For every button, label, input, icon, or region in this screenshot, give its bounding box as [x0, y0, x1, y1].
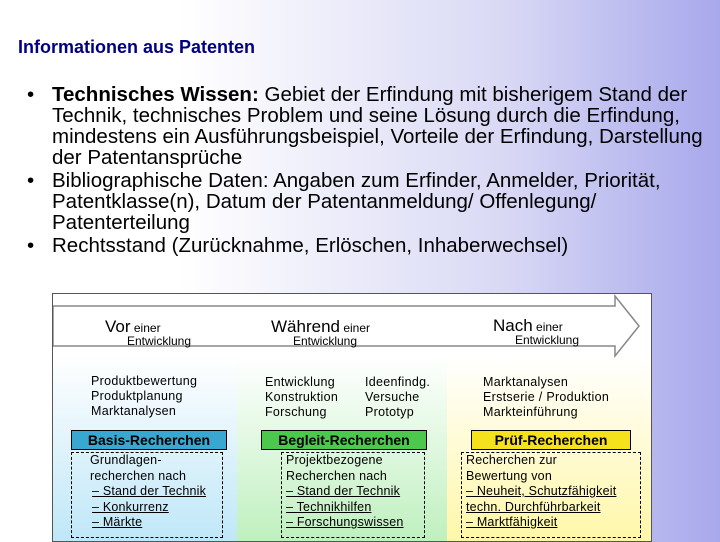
detail-heading: recherchen nach: [90, 468, 187, 483]
phase-after-big: Nach: [493, 316, 533, 335]
begleit-recherchen-label: Begleit-Recherchen: [261, 430, 427, 450]
phase-after-sub: Entwicklung: [515, 333, 580, 347]
phase-after: [493, 316, 580, 347]
phase-before-sub: Entwicklung: [127, 334, 192, 348]
research-phases-diagram: [52, 293, 652, 542]
activity-item: Entwicklung: [265, 375, 335, 389]
detail-item: – Märkte: [92, 515, 143, 529]
phase-during-sub: Entwicklung: [293, 334, 358, 348]
detail-item: – Technikhilfen: [286, 499, 372, 514]
activity-item: Marktanalysen: [91, 404, 177, 418]
activity-item: Produktplanung: [91, 389, 183, 403]
activities-basis: [91, 374, 197, 419]
bullet-item: [22, 84, 718, 168]
detail-item: – Neuheit, Schutzfähigkeit: [466, 484, 617, 498]
activity-item: Produktbewertung: [91, 374, 198, 388]
detail-item: – Marktfähigkeit: [466, 515, 558, 529]
activity-item: Forschung: [265, 405, 327, 419]
begleit-details: [281, 452, 425, 538]
activity-item: Konstruktion: [265, 390, 339, 404]
detail-item: – Konkurrenz: [92, 499, 169, 514]
slide-title: Informationen aus Patenten: [18, 37, 256, 57]
activities-begleit-a: [265, 375, 338, 420]
phase-after-small: einer: [536, 320, 563, 334]
detail-item: – Stand der Technik: [92, 484, 207, 498]
bullet-list: [22, 84, 718, 258]
activity-item: Versuche: [365, 390, 420, 404]
bullet-text: Bibliographische Daten: Angaben zum Erfinder, Anmelder, Priorität, Patentklasse(n), Datum der Patentanmeldung/ Offenlegung/ Patenterteilung: [52, 169, 661, 234]
detail-heading: Projektbezogene: [286, 453, 383, 467]
bullet-text: Rechtsstand (Zurücknahme, Erlöschen, Inhaberwechsel): [52, 234, 569, 257]
phase-during-small: einer: [343, 321, 371, 335]
pruef-details: [461, 452, 641, 538]
pruef-recherchen-label: Prüf-Recherchen: [471, 430, 631, 450]
bullet-lead: Technisches Wissen:: [52, 83, 259, 106]
phase-before-small: einer: [133, 321, 161, 335]
activities-pruef: [483, 375, 609, 420]
phase-before-big: Vor: [105, 317, 131, 336]
phase-before: [105, 317, 192, 348]
detail-heading: Grundlagen-: [90, 453, 162, 467]
detail-item: techn. Durchführbarkeit: [466, 499, 601, 514]
activities-begleit-b: [365, 375, 430, 420]
phase-during: [271, 317, 371, 348]
bullet-marker: •: [27, 169, 35, 192]
bullet-item: [22, 170, 718, 233]
bullet-item: [22, 235, 718, 256]
detail-item: – Forschungswissen: [286, 515, 404, 529]
detail-heading: Bewertung von: [466, 468, 552, 483]
detail-heading: Recherchen zur: [466, 453, 558, 467]
detail-item: – Stand der Technik: [286, 484, 401, 498]
activity-item: Prototyp: [365, 405, 414, 419]
phase-during-big: Während: [271, 317, 340, 336]
activity-item: Markteinführung: [483, 405, 578, 419]
activity-item: Ideenfindg.: [365, 375, 431, 389]
activity-item: Marktanalysen: [483, 375, 569, 389]
basis-recherchen-label: Basis-Recherchen: [71, 430, 227, 450]
activity-item: Erstserie / Produktion: [483, 390, 610, 404]
basis-details: [71, 452, 223, 538]
bullet-marker: •: [27, 83, 35, 106]
bullet-marker: •: [27, 234, 35, 257]
bullet-text: Gebiet der Erfindung mit bisherigem Stand der Technik, technisches Problem und seine Lösung durch die Erfindung, mindestens ein Ausführungsbeispiel, Vorteile der Erfindung, Darstellung der Patentansprüche: [52, 83, 703, 169]
detail-heading: Recherchen nach: [286, 468, 387, 483]
